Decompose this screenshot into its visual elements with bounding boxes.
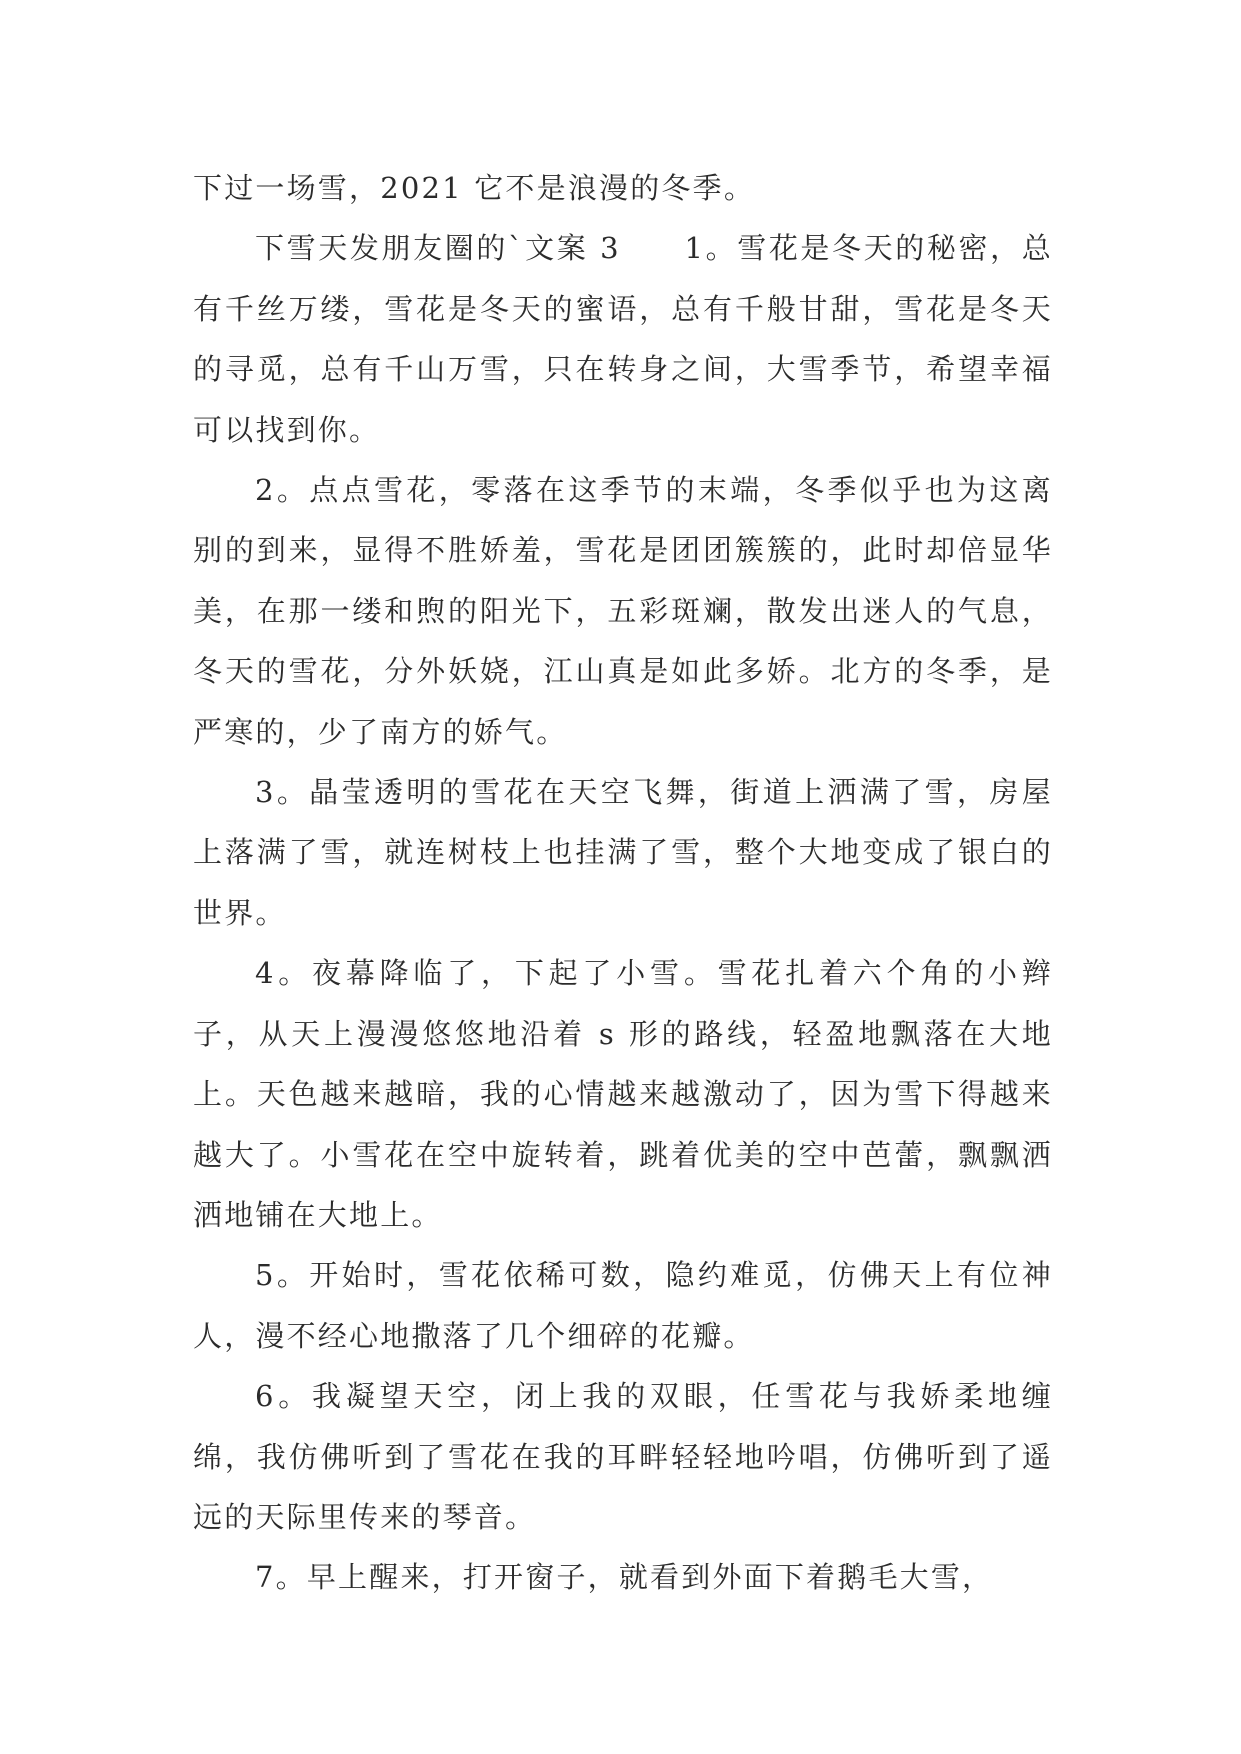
document-body (193, 158, 1053, 1608)
paragraph-item-3: 3。晶莹透明的雪花在天空飞舞，街道上洒满了雪，房屋上落满了雪，就连树枝上也挂满了雪，整个大地变成了银白的世界。 (193, 775, 1053, 930)
paragraph-item-2: 2。点点雪花，零落在这季节的末端，冬季似乎也为这离别的到来，显得不胜娇羞，雪花是团团簇簇的，此时却倍显华美，在那一缕和煦的阳光下，五彩斑斓，散发出迷人的气息，冬天的雪花，分外妖娆，江山真是如此多娇。北方的冬季，是严寒的，少了南方的娇气。 (193, 473, 1053, 749)
paragraph-continuation: 下过一场雪，2021 它不是浪漫的冬季。 (193, 171, 756, 205)
paragraph-item-7: 7。早上醒来，打开窗子，就看到外面下着鹅毛大雪， (255, 1560, 994, 1595)
paragraph-intro-item-1: 下雪天发朋友圈的`文案 3 1。雪花是冬天的秘密，总有千丝万缕，雪花是冬天的蜜语，总有千般甘甜，雪花是冬天的寻觅，总有千山万雪，只在转身之间，大雪季节，希望幸福可以找到你。 (193, 231, 1053, 447)
paragraph-item-6: 6。我凝望天空，闭上我的双眼，任雪花与我娇柔地缠绵，我仿佛听到了雪花在我的耳畔轻轻地吟唱，仿佛听到了遥远的天际里传来的琴音。 (193, 1379, 1053, 1534)
paragraph-item-5: 5。开始时，雪花依稀可数，隐约难觅，仿佛天上有位神人，漫不经心地撒落了几个细碎的花瓣。 (193, 1258, 1053, 1353)
paragraph-item-4: 4。夜幕降临了，下起了小雪。雪花扎着六个角的小辫子，从天上漫漫悠悠地沿着 s 形的路线，轻盈地飘落在大地上。天色越来越暗，我的心情越来越激动了，因为雪下得越来越大了。小雪花在空中旋转着，跳着优美的空中芭蕾，飘飘洒洒地铺在大地上。 (193, 956, 1053, 1232)
